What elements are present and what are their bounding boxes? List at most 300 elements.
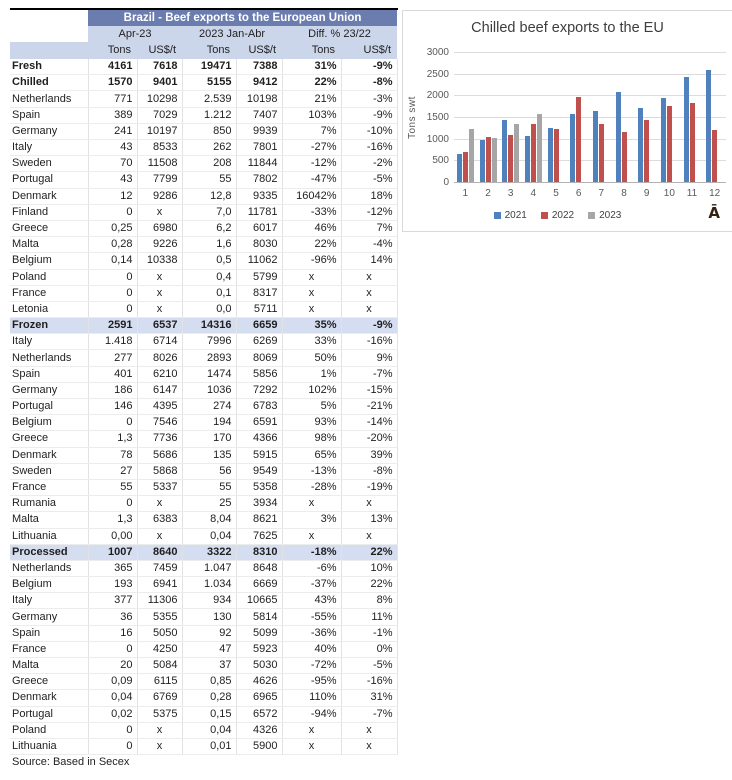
data-cell[interactable]: 5084 [137, 658, 182, 674]
data-cell[interactable]: 6669 [236, 577, 282, 593]
data-cell[interactable] [341, 755, 397, 771]
data-cell[interactable]: 56 [182, 463, 236, 479]
data-cell[interactable]: -36% [282, 625, 341, 641]
data-cell[interactable]: -5% [341, 658, 397, 674]
data-cell[interactable]: 98% [282, 431, 341, 447]
data-cell[interactable]: -2% [341, 156, 397, 172]
data-cell[interactable]: x [282, 301, 341, 317]
data-cell[interactable]: 0,04 [182, 722, 236, 738]
data-cell[interactable]: 1570 [88, 75, 137, 91]
data-cell[interactable]: -21% [341, 399, 397, 415]
data-cell[interactable]: 146 [88, 399, 137, 415]
column-header-cell[interactable]: Tons [88, 42, 137, 58]
data-cell[interactable]: 8640 [137, 544, 182, 560]
row-label-cell[interactable]: Portugal [10, 706, 88, 722]
data-cell[interactable]: 8533 [137, 140, 182, 156]
data-cell[interactable]: -96% [282, 253, 341, 269]
data-cell[interactable]: 7292 [236, 382, 282, 398]
data-cell[interactable]: 12,8 [182, 188, 236, 204]
data-cell[interactable]: 10197 [137, 123, 182, 139]
data-cell[interactable]: 6714 [137, 334, 182, 350]
data-cell[interactable]: x [137, 528, 182, 544]
data-cell[interactable]: x [341, 285, 397, 301]
data-cell[interactable]: 1,3 [88, 512, 137, 528]
data-cell[interactable]: -7% [341, 706, 397, 722]
data-cell[interactable]: 6783 [236, 399, 282, 415]
data-cell[interactable]: 7% [341, 220, 397, 236]
row-label-cell[interactable]: Netherlands [10, 560, 88, 576]
data-cell[interactable]: 21% [282, 91, 341, 107]
data-cell[interactable]: 5358 [236, 479, 282, 495]
data-cell[interactable]: 9412 [236, 75, 282, 91]
data-cell[interactable]: 6769 [137, 690, 182, 706]
data-cell[interactable]: 771 [88, 91, 137, 107]
data-cell[interactable]: 31% [341, 690, 397, 706]
data-cell[interactable]: 2.539 [182, 91, 236, 107]
data-cell[interactable]: 9286 [137, 188, 182, 204]
row-label-cell[interactable]: Germany [10, 609, 88, 625]
corner-cell[interactable] [10, 10, 88, 26]
data-cell[interactable]: -10% [341, 123, 397, 139]
data-cell[interactable]: 0,28 [182, 690, 236, 706]
data-cell[interactable]: -12% [341, 204, 397, 220]
col-group-2023-jan-abr[interactable]: 2023 Jan-Abr [182, 26, 282, 42]
row-label-cell[interactable]: France [10, 285, 88, 301]
data-cell[interactable]: 35% [282, 318, 341, 334]
data-cell[interactable]: 193 [88, 577, 137, 593]
data-cell[interactable]: -7% [341, 366, 397, 382]
data-cell[interactable]: 8310 [236, 544, 282, 560]
data-cell[interactable]: 16042% [282, 188, 341, 204]
row-label-cell[interactable]: Poland [10, 269, 88, 285]
row-label-cell[interactable]: Greece [10, 674, 88, 690]
chilled-exports-chart[interactable] [402, 10, 732, 232]
data-cell[interactable]: 27 [88, 463, 137, 479]
data-cell[interactable]: 186 [88, 382, 137, 398]
data-cell[interactable]: 0,85 [182, 674, 236, 690]
column-header-cell[interactable]: US$/t [137, 42, 182, 58]
data-cell[interactable]: 7459 [137, 560, 182, 576]
data-cell[interactable]: 10198 [236, 91, 282, 107]
data-cell[interactable]: -13% [282, 463, 341, 479]
row-label-cell[interactable]: Processed [10, 544, 88, 560]
data-cell[interactable]: 1,3 [88, 431, 137, 447]
data-cell[interactable]: 0,5 [182, 253, 236, 269]
col-group-diff-pct[interactable]: Diff. % 23/22 [282, 26, 397, 42]
data-cell[interactable]: 1007 [88, 544, 137, 560]
row-label-cell[interactable]: Malta [10, 658, 88, 674]
data-cell[interactable]: 0 [88, 496, 137, 512]
data-cell[interactable]: 10338 [137, 253, 182, 269]
data-cell[interactable]: 7625 [236, 528, 282, 544]
data-cell[interactable]: 36 [88, 609, 137, 625]
row-label-cell[interactable]: Greece [10, 220, 88, 236]
data-cell[interactable]: 6941 [137, 577, 182, 593]
row-label-cell[interactable]: Spain [10, 366, 88, 382]
data-cell[interactable]: x [282, 528, 341, 544]
row-label-cell[interactable]: Netherlands [10, 350, 88, 366]
data-cell[interactable]: 6572 [236, 706, 282, 722]
data-cell[interactable]: 2893 [182, 350, 236, 366]
row-label-cell[interactable]: Netherlands [10, 91, 88, 107]
row-label-cell[interactable]: Germany [10, 382, 88, 398]
column-header-cell[interactable]: US$/t [236, 42, 282, 58]
data-cell[interactable]: 7% [282, 123, 341, 139]
data-cell[interactable]: 0,25 [88, 220, 137, 236]
data-cell[interactable]: -9% [341, 107, 397, 123]
data-cell[interactable]: -16% [341, 140, 397, 156]
data-cell[interactable]: 5711 [236, 301, 282, 317]
data-cell[interactable]: 37 [182, 658, 236, 674]
data-cell[interactable]: 55 [88, 479, 137, 495]
data-cell[interactable]: 6980 [137, 220, 182, 236]
data-cell[interactable]: -27% [282, 140, 341, 156]
row-label-cell[interactable]: Fresh [10, 59, 88, 75]
data-cell[interactable]: 39% [341, 447, 397, 463]
data-cell[interactable]: 0,14 [88, 253, 137, 269]
data-cell[interactable]: 8621 [236, 512, 282, 528]
data-cell[interactable]: 135 [182, 447, 236, 463]
row-label-cell[interactable]: Greece [10, 431, 88, 447]
data-cell[interactable]: 22% [341, 577, 397, 593]
data-cell[interactable]: 18% [341, 188, 397, 204]
data-cell[interactable]: -9% [341, 59, 397, 75]
data-cell[interactable]: -5% [341, 172, 397, 188]
data-cell[interactable]: 5375 [137, 706, 182, 722]
data-cell[interactable]: 4250 [137, 641, 182, 657]
row-label-cell[interactable]: Italy [10, 593, 88, 609]
data-cell[interactable]: 65% [282, 447, 341, 463]
row-label-cell[interactable]: Lithuania [10, 738, 88, 754]
data-cell[interactable]: 4161 [88, 59, 137, 75]
data-cell[interactable]: x [282, 738, 341, 754]
data-cell[interactable]: 0,02 [88, 706, 137, 722]
data-cell[interactable]: 11781 [236, 204, 282, 220]
data-cell[interactable]: 5799 [236, 269, 282, 285]
data-cell[interactable]: 55 [182, 172, 236, 188]
row-label-cell[interactable]: Rumania [10, 496, 88, 512]
data-cell[interactable]: 8026 [137, 350, 182, 366]
data-cell[interactable]: -72% [282, 658, 341, 674]
row-label-cell[interactable]: Finland [10, 204, 88, 220]
row-label-cell[interactable]: Portugal [10, 172, 88, 188]
data-cell[interactable]: 0,00 [88, 528, 137, 544]
data-cell[interactable]: 0 [88, 415, 137, 431]
row-label-cell[interactable]: Portugal [10, 399, 88, 415]
data-cell[interactable]: 5050 [137, 625, 182, 641]
data-cell[interactable]: -6% [282, 560, 341, 576]
data-cell[interactable]: -20% [341, 431, 397, 447]
data-cell[interactable]: 20 [88, 658, 137, 674]
data-cell[interactable]: 5337 [137, 479, 182, 495]
row-label-cell[interactable]: Denmark [10, 690, 88, 706]
data-cell[interactable]: 5155 [182, 75, 236, 91]
data-cell[interactable]: 22% [282, 237, 341, 253]
data-cell[interactable]: -19% [341, 479, 397, 495]
data-cell[interactable]: x [282, 269, 341, 285]
data-cell[interactable]: 0 [88, 285, 137, 301]
data-cell[interactable]: 10% [341, 560, 397, 576]
data-cell[interactable]: 0,4 [182, 269, 236, 285]
data-cell[interactable]: 11844 [236, 156, 282, 172]
data-cell[interactable]: 0,04 [88, 690, 137, 706]
data-cell[interactable]: 5814 [236, 609, 282, 625]
row-label-cell[interactable]: Letonia [10, 301, 88, 317]
data-cell[interactable]: 6383 [137, 512, 182, 528]
data-cell[interactable]: 7,0 [182, 204, 236, 220]
data-cell[interactable]: 5923 [236, 641, 282, 657]
row-label-cell[interactable]: France [10, 641, 88, 657]
data-cell[interactable]: 1.034 [182, 577, 236, 593]
data-cell[interactable]: 92 [182, 625, 236, 641]
data-cell[interactable]: 9939 [236, 123, 282, 139]
data-cell[interactable]: 5900 [236, 738, 282, 754]
data-cell[interactable]: -14% [341, 415, 397, 431]
data-cell[interactable]: 4366 [236, 431, 282, 447]
data-cell[interactable]: 274 [182, 399, 236, 415]
row-label-cell[interactable]: Malta [10, 512, 88, 528]
data-cell[interactable]: 194 [182, 415, 236, 431]
data-cell[interactable]: 55 [182, 479, 236, 495]
data-cell[interactable]: x [282, 285, 341, 301]
data-cell[interactable]: -16% [341, 674, 397, 690]
data-cell[interactable]: 3934 [236, 496, 282, 512]
data-cell[interactable]: 4626 [236, 674, 282, 690]
data-cell[interactable]: -47% [282, 172, 341, 188]
data-cell[interactable]: 1.047 [182, 560, 236, 576]
corner-cell[interactable] [10, 26, 88, 42]
data-cell[interactable]: 7802 [236, 172, 282, 188]
data-cell[interactable]: -3% [341, 91, 397, 107]
data-cell[interactable]: 7388 [236, 59, 282, 75]
row-label-cell[interactable]: Denmark [10, 188, 88, 204]
data-cell[interactable]: 1,6 [182, 237, 236, 253]
source-note[interactable]: Source: Based in Secex [12, 756, 130, 769]
data-cell[interactable]: 0 [88, 301, 137, 317]
row-label-cell[interactable]: Germany [10, 123, 88, 139]
data-cell[interactable]: 1.212 [182, 107, 236, 123]
row-label-cell[interactable]: Sweden [10, 463, 88, 479]
data-cell[interactable]: 6965 [236, 690, 282, 706]
row-label-cell[interactable]: Lithuania [10, 528, 88, 544]
data-cell[interactable]: 5355 [137, 609, 182, 625]
data-cell[interactable]: -55% [282, 609, 341, 625]
data-cell[interactable]: 4395 [137, 399, 182, 415]
data-cell[interactable]: -4% [341, 237, 397, 253]
data-cell[interactable]: x [341, 528, 397, 544]
data-cell[interactable]: 22% [341, 544, 397, 560]
data-cell[interactable]: x [137, 285, 182, 301]
column-header-cell[interactable]: Tons [282, 42, 341, 58]
data-cell[interactable]: 6115 [137, 674, 182, 690]
data-cell[interactable]: 8,04 [182, 512, 236, 528]
row-label-cell[interactable]: Belgium [10, 415, 88, 431]
data-cell[interactable]: x [341, 301, 397, 317]
data-cell[interactable]: x [341, 722, 397, 738]
data-cell[interactable]: 365 [88, 560, 137, 576]
data-cell[interactable]: 9549 [236, 463, 282, 479]
data-cell[interactable]: 2591 [88, 318, 137, 334]
data-cell[interactable]: 7996 [182, 334, 236, 350]
data-cell[interactable]: 70 [88, 156, 137, 172]
data-cell[interactable]: 8069 [236, 350, 282, 366]
data-cell[interactable]: 0,1 [182, 285, 236, 301]
data-cell[interactable]: 12 [88, 188, 137, 204]
data-cell[interactable]: 0 [88, 722, 137, 738]
data-cell[interactable]: 5856 [236, 366, 282, 382]
data-cell[interactable]: x [137, 301, 182, 317]
data-cell[interactable]: 7546 [137, 415, 182, 431]
data-cell[interactable]: 6269 [236, 334, 282, 350]
data-cell[interactable]: 102% [282, 382, 341, 398]
data-cell[interactable]: 8317 [236, 285, 282, 301]
data-cell[interactable]: 6537 [137, 318, 182, 334]
data-cell[interactable]: 50% [282, 350, 341, 366]
data-cell[interactable]: 19471 [182, 59, 236, 75]
data-cell[interactable]: 25 [182, 496, 236, 512]
data-cell[interactable]: 43 [88, 172, 137, 188]
data-cell[interactable]: 46% [282, 220, 341, 236]
data-cell[interactable]: -12% [282, 156, 341, 172]
data-cell[interactable]: x [282, 496, 341, 512]
row-label-cell[interactable]: Poland [10, 722, 88, 738]
data-cell[interactable] [282, 755, 341, 771]
data-cell[interactable]: 103% [282, 107, 341, 123]
data-cell[interactable]: 3% [282, 512, 341, 528]
data-cell[interactable]: 10665 [236, 593, 282, 609]
data-cell[interactable]: 0 [88, 204, 137, 220]
data-cell[interactable]: 208 [182, 156, 236, 172]
row-label-cell[interactable]: Malta [10, 237, 88, 253]
data-cell[interactable]: 6147 [137, 382, 182, 398]
data-cell[interactable]: 9335 [236, 188, 282, 204]
col-group-apr23[interactable]: Apr-23 [88, 26, 182, 42]
row-label-cell[interactable]: Chilled [10, 75, 88, 91]
data-cell[interactable]: 11062 [236, 253, 282, 269]
data-cell[interactable]: 8% [341, 593, 397, 609]
row-label-cell[interactable]: Frozen [10, 318, 88, 334]
data-cell[interactable]: 7801 [236, 140, 282, 156]
data-cell[interactable]: -18% [282, 544, 341, 560]
data-cell[interactable]: 31% [282, 59, 341, 75]
data-cell[interactable]: 389 [88, 107, 137, 123]
data-cell[interactable]: 33% [282, 334, 341, 350]
data-cell[interactable]: 4326 [236, 722, 282, 738]
data-cell[interactable]: x [341, 269, 397, 285]
data-cell[interactable]: 1474 [182, 366, 236, 382]
data-cell[interactable]: 9% [341, 350, 397, 366]
data-cell[interactable]: 11% [341, 609, 397, 625]
data-cell[interactable]: 0,28 [88, 237, 137, 253]
data-cell[interactable]: -95% [282, 674, 341, 690]
data-cell[interactable]: 3322 [182, 544, 236, 560]
data-cell[interactable]: 8030 [236, 237, 282, 253]
data-cell[interactable]: -33% [282, 204, 341, 220]
row-label-cell[interactable]: Spain [10, 107, 88, 123]
data-cell[interactable]: 43% [282, 593, 341, 609]
data-cell[interactable]: 5868 [137, 463, 182, 479]
data-cell[interactable]: 377 [88, 593, 137, 609]
data-cell[interactable] [236, 755, 282, 771]
data-cell[interactable]: 14% [341, 253, 397, 269]
data-cell[interactable]: 277 [88, 350, 137, 366]
data-cell[interactable]: 14316 [182, 318, 236, 334]
data-cell[interactable]: 5% [282, 399, 341, 415]
data-cell[interactable]: 401 [88, 366, 137, 382]
data-cell[interactable]: 7799 [137, 172, 182, 188]
data-cell[interactable]: 5030 [236, 658, 282, 674]
table-title[interactable]: Brazil - Beef exports to the European Union [88, 10, 397, 26]
row-label-cell[interactable]: Italy [10, 140, 88, 156]
column-header-cell[interactable]: Tons [182, 42, 236, 58]
data-cell[interactable]: x [137, 269, 182, 285]
data-cell[interactable]: 13% [341, 512, 397, 528]
data-cell[interactable]: 934 [182, 593, 236, 609]
data-cell[interactable]: -8% [341, 463, 397, 479]
data-cell[interactable]: 0,04 [182, 528, 236, 544]
data-cell[interactable]: 6659 [236, 318, 282, 334]
data-cell[interactable]: x [137, 722, 182, 738]
data-cell[interactable]: -1% [341, 625, 397, 641]
data-cell[interactable]: x [341, 496, 397, 512]
data-cell[interactable]: 40% [282, 641, 341, 657]
data-cell[interactable]: 1.418 [88, 334, 137, 350]
data-cell[interactable]: 11508 [137, 156, 182, 172]
data-cell[interactable]: 0 [88, 738, 137, 754]
data-cell[interactable]: 10298 [137, 91, 182, 107]
data-cell[interactable]: 170 [182, 431, 236, 447]
data-cell[interactable]: 5686 [137, 447, 182, 463]
data-cell[interactable]: 16 [88, 625, 137, 641]
data-cell[interactable]: 22% [282, 75, 341, 91]
data-cell[interactable]: 93% [282, 415, 341, 431]
data-cell[interactable] [182, 755, 236, 771]
row-label-cell[interactable]: Sweden [10, 156, 88, 172]
data-cell[interactable]: 0% [341, 641, 397, 657]
data-cell[interactable]: x [137, 204, 182, 220]
data-cell[interactable]: 1036 [182, 382, 236, 398]
data-cell[interactable]: 850 [182, 123, 236, 139]
data-cell[interactable]: 0,01 [182, 738, 236, 754]
data-cell[interactable]: 78 [88, 447, 137, 463]
data-cell[interactable]: 5915 [236, 447, 282, 463]
data-cell[interactable]: 8648 [236, 560, 282, 576]
data-cell[interactable]: 9226 [137, 237, 182, 253]
data-cell[interactable]: -15% [341, 382, 397, 398]
data-cell[interactable]: 0 [88, 641, 137, 657]
data-cell[interactable]: 241 [88, 123, 137, 139]
data-cell[interactable]: 0,09 [88, 674, 137, 690]
data-cell[interactable]: 7029 [137, 107, 182, 123]
data-cell[interactable]: 6,2 [182, 220, 236, 236]
data-cell[interactable]: -94% [282, 706, 341, 722]
data-cell[interactable]: 7736 [137, 431, 182, 447]
data-cell[interactable]: 6017 [236, 220, 282, 236]
data-cell[interactable]: -37% [282, 577, 341, 593]
data-cell[interactable]: 7618 [137, 59, 182, 75]
data-cell[interactable]: 7407 [236, 107, 282, 123]
column-header-cell[interactable]: US$/t [341, 42, 397, 58]
data-cell[interactable]: -8% [341, 75, 397, 91]
row-label-cell[interactable]: Italy [10, 334, 88, 350]
data-cell[interactable]: 110% [282, 690, 341, 706]
data-cell[interactable]: 0,0 [182, 301, 236, 317]
data-cell[interactable]: x [137, 738, 182, 754]
data-cell[interactable]: 43 [88, 140, 137, 156]
data-cell[interactable]: 5099 [236, 625, 282, 641]
data-cell[interactable]: 262 [182, 140, 236, 156]
data-cell[interactable]: x [137, 496, 182, 512]
